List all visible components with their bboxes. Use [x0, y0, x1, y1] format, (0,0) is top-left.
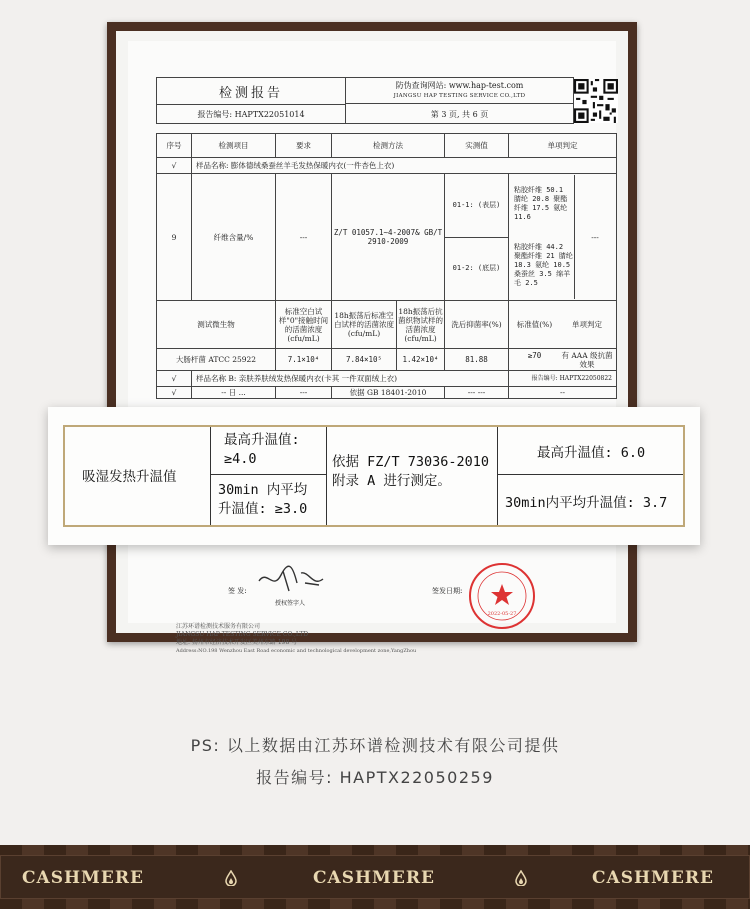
inner-layer-values: 粘胶纤维 44.2 聚酯纤维 21 腈纶 18.3 氨纶 10.5 桑蚕丝 3.5 绵羊毛 2.5: [514, 243, 573, 288]
table-row: [157, 174, 617, 238]
col-header: 单项判定: [509, 134, 617, 158]
outer-layer-values: 粘胶纤维 50.1 腈纶 20.8 聚酯纤维 17.5 氨纶 11.6: [514, 185, 568, 221]
test-method: 依据 FZ/T 73036-2010 附录 A 进行测定。: [332, 454, 490, 489]
qr-code: [574, 79, 618, 123]
value-30min: 30min内平均升温值: 3.7: [505, 495, 668, 511]
verify-site-url: 防伪查询网站: www.hap-test.com: [395, 81, 524, 90]
check-mark: √: [157, 371, 192, 387]
flame-drop-icon: [224, 870, 238, 886]
footer-line: JIANGSU HAP TESTING SERVICE CO.,LTD: [176, 631, 309, 638]
col-header: 洗后抑菌率(%): [445, 301, 509, 349]
col-header: 标准空白试样"0"接触时间的活菌浓度(cfu/mL): [276, 301, 332, 349]
sign-label: 签 发:: [228, 587, 247, 595]
report-header: [156, 77, 574, 124]
cell: 依据 GB 18401-2010: [332, 387, 445, 399]
verify-site: [346, 78, 573, 104]
col-header: [509, 301, 617, 349]
cell: 有 AAA 级抗菌效果: [561, 350, 613, 369]
col-header: 单项判定: [572, 320, 602, 329]
sign-date-label: 签发日期:: [432, 587, 463, 595]
divider: [210, 474, 326, 475]
page-indicator: 第 3 页, 共 6 页: [430, 109, 489, 119]
cell: √: [157, 387, 192, 399]
table-row: [157, 387, 617, 399]
source-note: PS: 以上数据由江苏环谱检测技术有限公司提供: [190, 736, 560, 755]
sample-b-row: [157, 371, 617, 387]
table-header-row: [157, 134, 617, 158]
sample-a-name: 样品名称: 膨体德绒桑蚕丝羊毛发热保暖内衣(一件杏色上衣): [192, 158, 617, 174]
report-number: 报告编号: HAPTX22051014: [157, 105, 346, 123]
divider: [497, 427, 498, 525]
seal-icon: [471, 565, 533, 627]
inner-layer-label: 01-2: (底层): [445, 237, 509, 301]
cell: 7.1×10⁴: [276, 349, 332, 371]
report-footer: [176, 623, 416, 655]
col-header: 实测值: [445, 134, 509, 158]
cell: ---: [276, 387, 332, 399]
footer-line: Address:NO.198 Wenzhou East Road economic and technological development zone,YangZhou: [176, 648, 417, 654]
divider: [326, 427, 327, 525]
microbe: 大肠杆菌 ATCC 25922: [157, 349, 276, 371]
cell: [509, 349, 617, 371]
col-header: 序号: [157, 134, 192, 158]
brand-word: CASHMERE: [592, 868, 714, 888]
micro-header-row: [157, 301, 617, 349]
row-no: 9: [157, 174, 192, 301]
col-header: 18h振荡后标准空白试样的活菌浓度(cfu/mL): [332, 301, 397, 349]
cell: -- 日 ...: [192, 387, 276, 399]
row-judge: [509, 174, 617, 301]
divider: [210, 427, 211, 525]
col-header: 检测方法: [332, 134, 445, 158]
sample-b-name: 样品名称 B: 亲肤养肤绒发热保暖内衣(卡其 一件双面绒上衣): [192, 371, 509, 387]
signature-mark: [253, 561, 333, 597]
row-method: Z/T 01057.1~4-2007& GB/T 2910-2009: [332, 174, 445, 301]
value-max: 最高升温值: 6.0: [537, 445, 646, 461]
cell: --: [509, 387, 617, 399]
sample-b-number: 报告编号: HAPTX22050822: [509, 371, 617, 387]
picture-frame: [107, 22, 637, 654]
signer-label: 授权签字人: [275, 600, 306, 607]
row-judge-value: ---: [591, 232, 599, 242]
brand-word: CASHMERE: [22, 868, 144, 888]
brand-word: CASHMERE: [313, 868, 435, 888]
footer-line: 地址: 扬州市经济技术开发区美州东路 198 号: [176, 639, 298, 646]
requirement-max: 最高升温值: ≥4.0: [224, 432, 300, 467]
test-item: 吸湿发热升温值: [82, 469, 177, 485]
cell: --- ---: [445, 387, 509, 399]
test-table: [156, 133, 617, 399]
stamp-date: 2022-05-27: [487, 611, 517, 617]
brand-band: [0, 845, 750, 909]
report-number-note: 报告编号: HAPTX22050259: [256, 768, 494, 787]
cell: 81.88: [445, 349, 509, 371]
cell: ≥70: [527, 350, 542, 360]
row-req: ---: [276, 174, 332, 301]
col-header: 标准值(%): [516, 320, 553, 329]
col-header: 18h振荡后抗菌织物试样的活菌浓度(cfu/mL): [397, 301, 445, 349]
outer-layer-label: 01-1: (表层): [445, 174, 509, 238]
company-seal: [469, 563, 535, 629]
flame-drop-icon: [514, 870, 528, 886]
requirement-30min: 30min 内平均 升温值: ≥3.0: [218, 482, 308, 517]
highlight-table: [63, 425, 685, 527]
check-mark: √: [157, 158, 192, 174]
divider: [497, 474, 683, 475]
company-en: JIANGSU HAP TESTING SERVICE CO.,LTD: [393, 93, 526, 99]
cell: 1.42×10⁴: [397, 349, 445, 371]
sample-a-row: [157, 158, 617, 174]
col-header: 要求: [276, 134, 332, 158]
col-header: 测试微生物: [157, 301, 276, 349]
highlight-card: [48, 407, 700, 545]
row-item: 纤维含量/%: [192, 174, 276, 301]
cell: 7.84×10⁵: [332, 349, 397, 371]
col-header: 检测项目: [192, 134, 276, 158]
footer-line: 江苏环谱检测技术服务有限公司: [176, 623, 261, 630]
micro-row: [157, 349, 617, 371]
brand-band-inner: [0, 855, 750, 899]
report-title: 检测报告: [157, 78, 346, 105]
